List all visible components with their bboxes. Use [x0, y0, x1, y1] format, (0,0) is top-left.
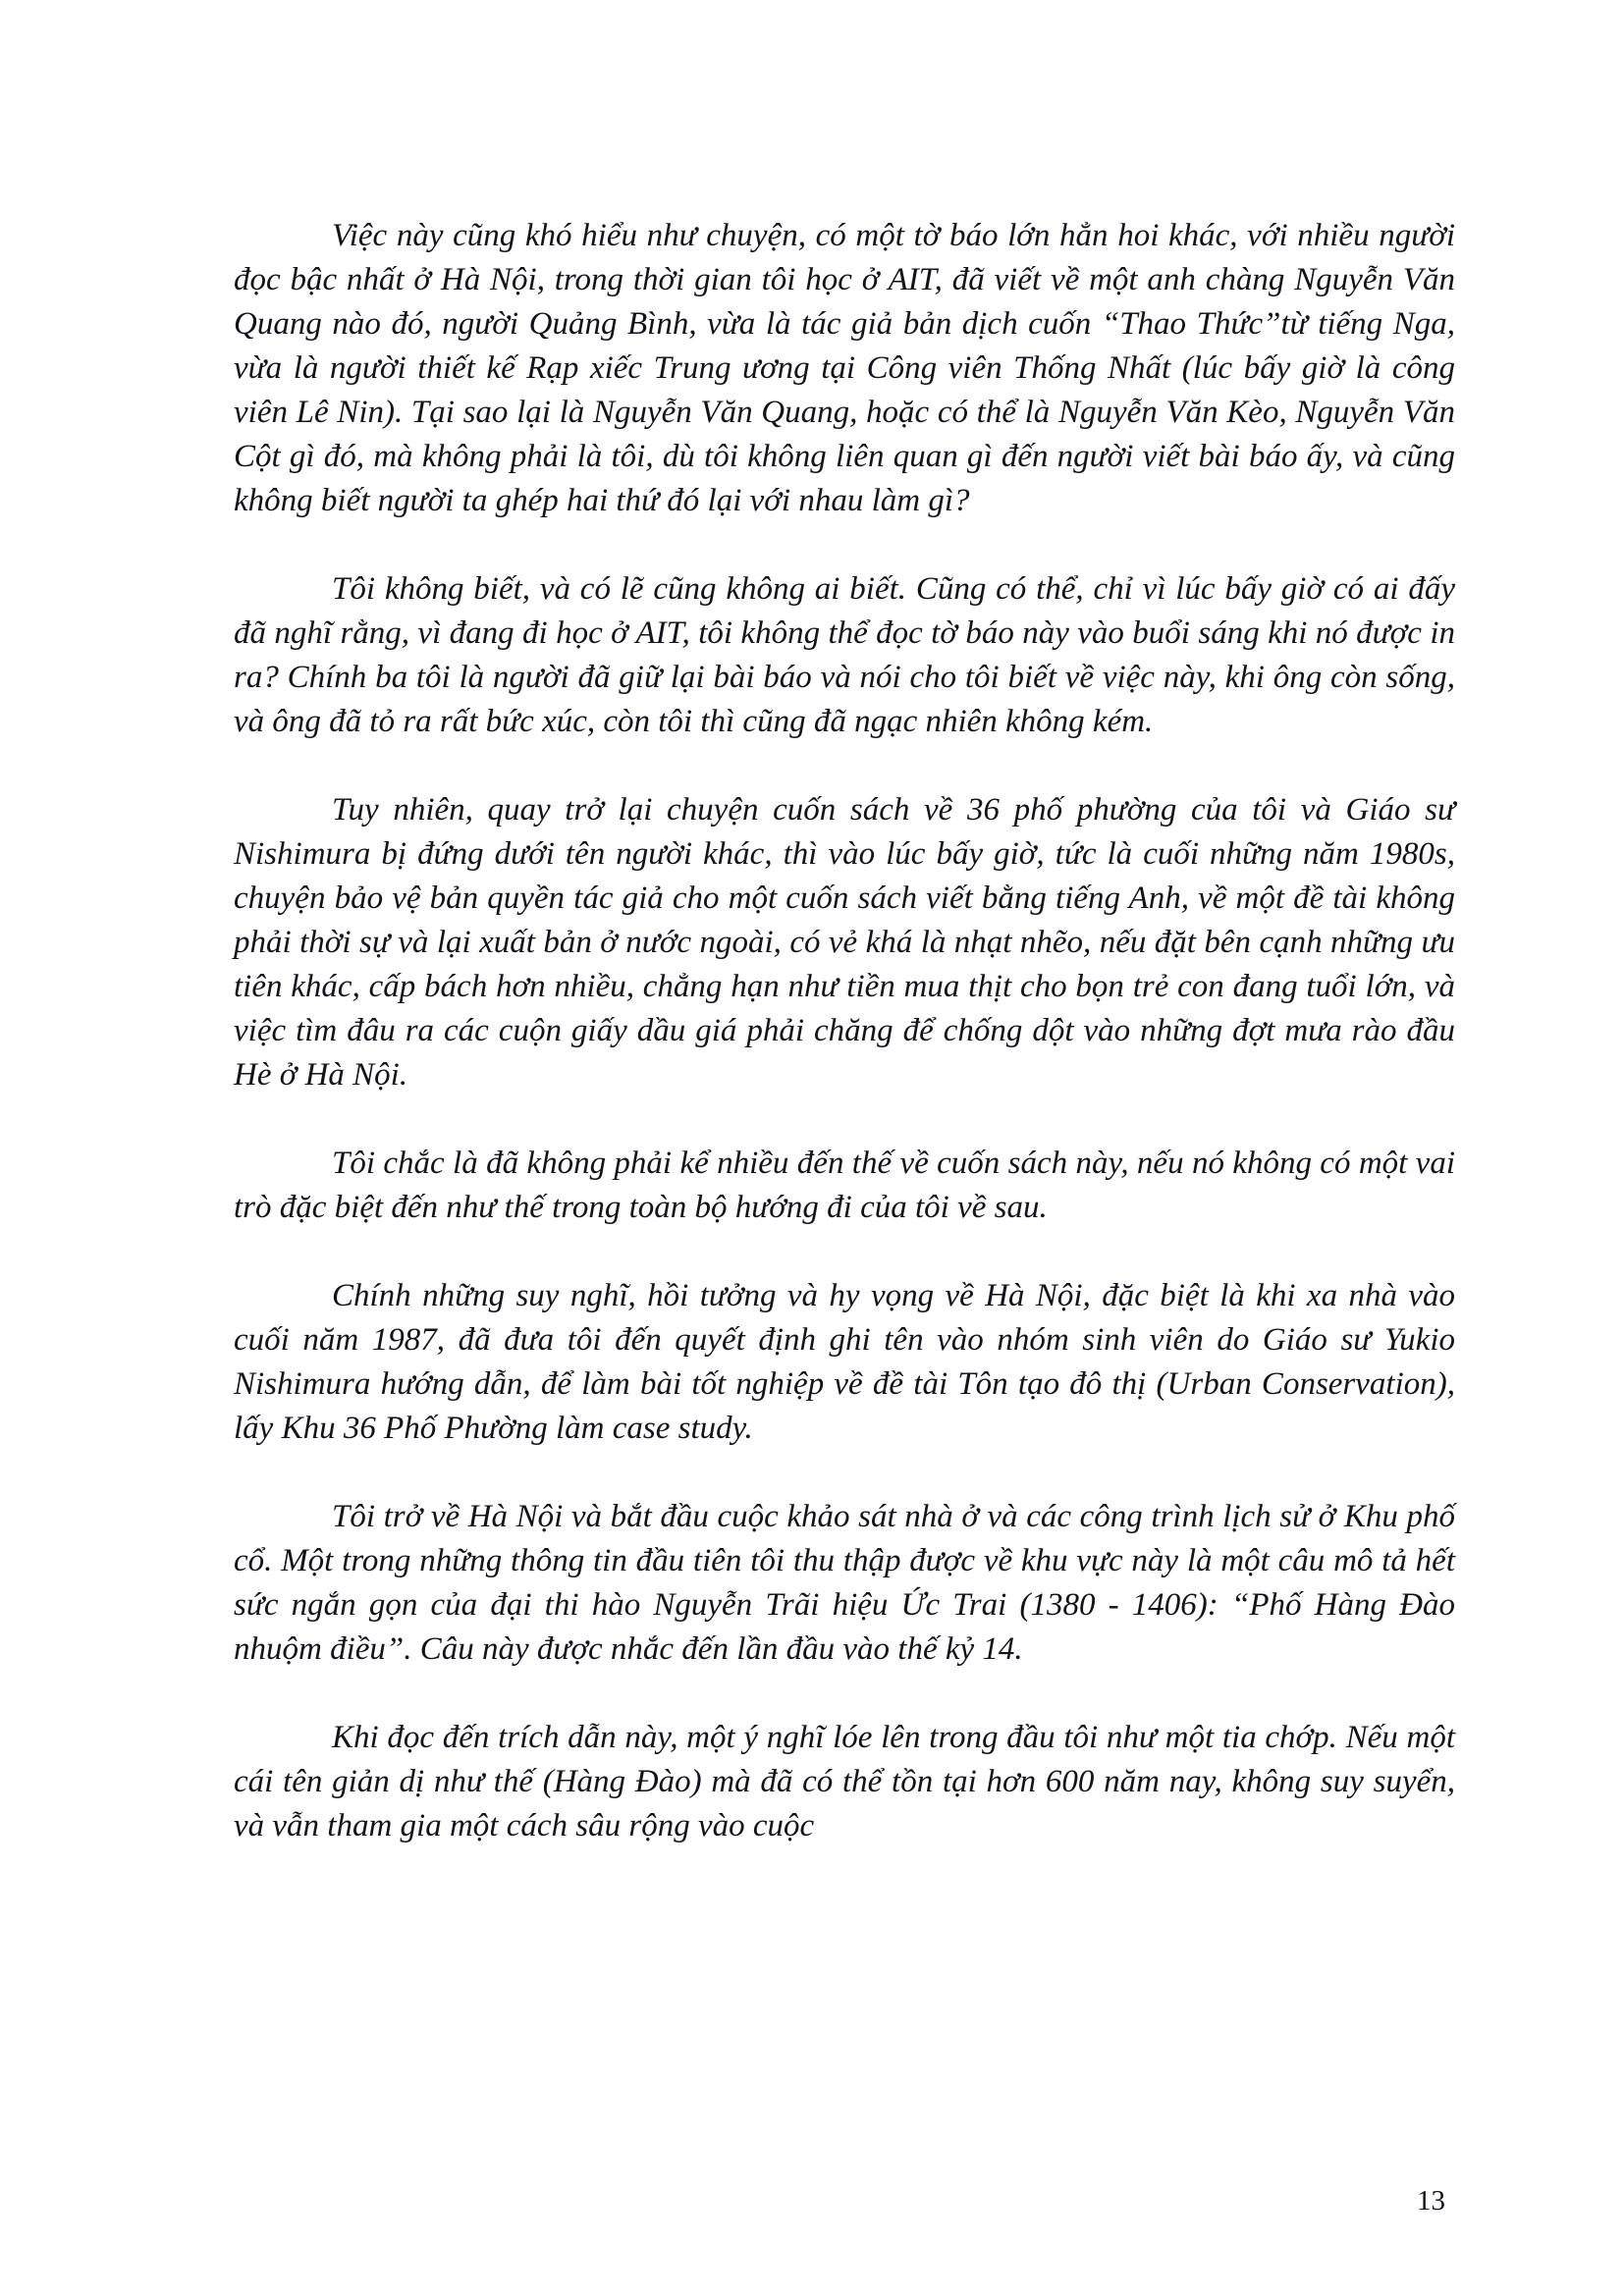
paragraph: Tuy nhiên, quay trở lại chuyện cuốn sách về 36 phố phường của tôi và Giáo sư Nishimura bị đứng dưới tên người khác, thì vào lúc bấy giờ, tức là cuối những năm 1980s, chuyện bảo vệ bản quyền tác giả cho một cuốn sách viết bằng tiếng Anh, về một đề tài không phải thời sự và lại xuất bản ở nước ngoài, có vẻ khá là nhạt nhẽo, nếu đặt bên cạnh những ưu tiên khác, cấp bách hơn nhiều, chẳng hạn như tiền mua thịt cho bọn trẻ con đang tuổi lớn, và việc tìm đâu ra các cuộn giấy dầu giá phải chăng để chống dột vào những đợt mưa rào đầu Hè ở Hà Nội.: [234, 792, 1455, 1093]
paragraph: Khi đọc đến trích dẫn này, một ý nghĩ lóe lên trong đầu tôi như một tia chớp. Nếu một cái tên giản dị như thế (Hàng Đào) mà đã có thể tồn tại hơn 600 năm nay, không suy suyển, và vẫn tham gia một cách sâu rộng vào cuộc: [234, 1720, 1455, 1843]
paragraph: Tôi trở về Hà Nội và bắt đầu cuộc khảo sát nhà ở và các công trình lịch sử ở Khu phố cổ. Một trong những thông tin đầu tiên tôi thu thập được về khu vực này là một câu mô tả hết sức ngắn gọn của đại thi hào Nguyễn Trãi hiệu Ức Trai (1380 - 1406): “Phố Hàng Đào nhuộm điều”. Câu này được nhắc đến lần đầu vào thế kỷ 14.: [234, 1499, 1455, 1667]
paragraph: Việc này cũng khó hiểu như chuyện, có một tờ báo lớn hẳn hoi khác, với nhiều người đọc bậc nhất ở Hà Nội, trong thời gian tôi học ở AIT, đã viết về một anh chàng Nguyễn Văn Quang nào đó, người Quảng Bình, vừa là tác giả bản dịch cuốn “Thao Thức”từ tiếng Nga, vừa là người thiết kế Rạp xiếc Trung ương tại Công viên Thống Nhất (lúc bấy giờ là công viên Lê Nin). Tại sao lại là Nguyễn Văn Quang, hoặc có thể là Nguyễn Văn Kèo, Nguyễn Văn Cột gì đó, mà không phải là tôi, dù tôi không liên quan gì đến người viết bài báo ấy, và cũng không biết người ta ghép hai thứ đó lại với nhau làm gì?: [234, 218, 1455, 518]
paragraph: Tôi chắc là đã không phải kể nhiều đến thế về cuốn sách này, nếu nó không có một vai trò đặc biệt đến như thế trong toàn bộ hướng đi của tôi về sau.: [234, 1146, 1455, 1225]
paragraph: Tôi không biết, và có lẽ cũng không ai biết. Cũng có thể, chỉ vì lúc bấy giờ có ai đấy đã nghĩ rằng, vì đang đi học ở AIT, tôi không thể đọc tờ báo này vào buổi sáng khi nó được in ra? Chính ba tôi là người đã giữ lại bài báo và nói cho tôi biết về việc này, khi ông còn sống, và ông đã tỏ ra rất bức xúc, còn tôi thì cũng đã ngạc nhiên không kém.: [234, 571, 1455, 739]
paragraph: Chính những suy nghĩ, hồi tưởng và hy vọng về Hà Nội, đặc biệt là khi xa nhà vào cuối năm 1987, đã đưa tôi đến quyết định ghi tên vào nhóm sinh viên do Giáo sư Yukio Nishimura hướng dẫn, để làm bài tốt nghiệp về đề tài Tôn tạo đô thị (Urban Conservation), lấy Khu 36 Phố Phường làm case study.: [234, 1278, 1455, 1446]
body-text: [234, 214, 1455, 1848]
page-number: 13: [1417, 2185, 1445, 2216]
